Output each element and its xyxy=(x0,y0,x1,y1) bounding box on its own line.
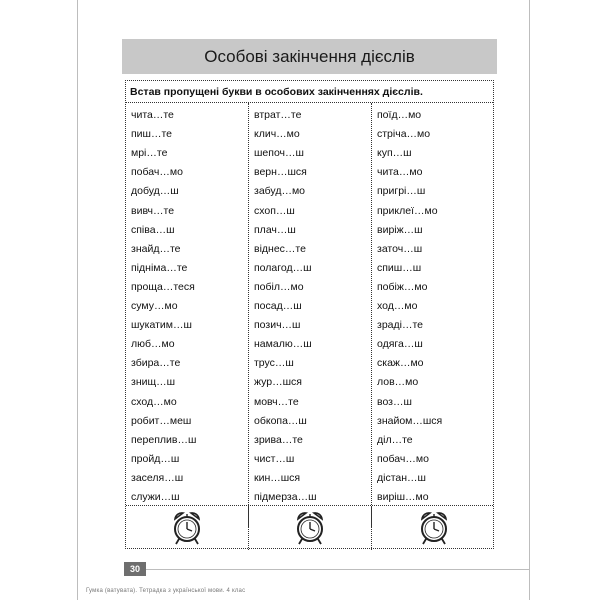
word-item: знайом…шся xyxy=(377,414,443,427)
word-item: підніма…те xyxy=(131,261,188,274)
word-item: чита…мо xyxy=(377,166,423,179)
word-item: ход…мо xyxy=(377,300,418,312)
word-item: кин…шся xyxy=(254,471,301,484)
word-item: жур…шся xyxy=(254,376,302,389)
word-item: спиш…ш xyxy=(377,261,422,274)
clock-row xyxy=(126,505,493,550)
clock-cell xyxy=(249,506,372,550)
word-item: плач…ш xyxy=(254,223,296,236)
word-item: намалю…ш xyxy=(254,338,312,351)
word-item: стріча…мо xyxy=(377,128,431,141)
word-item: вивч…те xyxy=(131,204,175,217)
word-item: пиш…те xyxy=(131,128,173,141)
word-item: шукатим…ш xyxy=(131,319,192,332)
word-item: знайд…те xyxy=(131,242,181,255)
footer-divider xyxy=(146,569,530,570)
word-item: полагод…ш xyxy=(254,261,312,274)
word-item: віднес…те xyxy=(254,242,306,255)
word-item: пройд…ш xyxy=(131,452,180,465)
word-item: чист…ш xyxy=(254,452,295,465)
word-item: обкопа…ш xyxy=(254,414,307,427)
word-item: побіж…мо xyxy=(377,280,428,293)
word-item: знищ…ш xyxy=(131,376,176,389)
word-item: побіл…мо xyxy=(254,280,304,293)
word-item: побач…мо xyxy=(131,166,183,179)
word-column-3 xyxy=(372,103,495,527)
page-number: 30 xyxy=(124,562,146,576)
word-item: добуд…ш xyxy=(131,185,179,198)
word-item: заточ…ш xyxy=(377,242,423,255)
word-item: заселя…ш xyxy=(131,471,184,484)
word-item: лов…мо xyxy=(377,376,419,389)
word-item: забуд…мо xyxy=(254,185,306,198)
word-item: позич…ш xyxy=(254,319,301,332)
word-item: пригрі…ш xyxy=(377,185,426,198)
word-item: шепоч…ш xyxy=(254,147,304,160)
instruction-text: Встав пропущені букви в особових закінченнях дієслів. xyxy=(126,81,493,103)
worksheet-table xyxy=(125,80,494,549)
word-item: робит…меш xyxy=(131,414,192,427)
word-item: поїд…мо xyxy=(377,109,422,121)
word-item: побач…мо xyxy=(377,452,429,465)
word-item: одяга…ш xyxy=(377,338,423,351)
word-item: люб…мо xyxy=(131,338,175,351)
word-item: схоп…ш xyxy=(254,204,295,217)
word-item: приклеї…мо xyxy=(377,204,438,217)
word-item: втрат…те xyxy=(254,109,302,121)
footer-text: Гумка (ватувата). Тетрадка з української мови. 4 клас xyxy=(86,588,246,594)
alarm-clock-icon xyxy=(417,509,451,547)
clock-cell xyxy=(126,506,249,550)
word-item: проща…теся xyxy=(131,280,195,293)
word-item: воз…ш xyxy=(377,395,412,408)
word-item: збира…те xyxy=(131,357,181,370)
word-item: зраді…те xyxy=(377,319,423,332)
word-item: суму…мо xyxy=(131,300,178,312)
word-item: чита…те xyxy=(131,109,174,121)
word-item: скаж…мо xyxy=(377,357,424,370)
word-item: діл…те xyxy=(377,433,413,446)
alarm-clock-icon xyxy=(170,509,204,547)
word-item: підмерза…ш xyxy=(254,491,317,503)
word-item: переплив…ш xyxy=(131,433,197,446)
word-item: виріж…ш xyxy=(377,223,423,236)
word-item: дістан…ш xyxy=(377,471,426,484)
word-item: посад…ш xyxy=(254,300,302,312)
word-column-1 xyxy=(126,103,249,527)
word-item: сход…мо xyxy=(131,395,177,408)
word-item: клич…мо xyxy=(254,128,300,141)
word-item: виріш…мо xyxy=(377,491,429,503)
page-title: Особові закінчення дієслів xyxy=(122,39,497,74)
clock-cell xyxy=(372,506,495,550)
word-item: служи…ш xyxy=(131,491,180,503)
alarm-clock-icon xyxy=(293,509,327,547)
word-item: зрива…те xyxy=(254,433,303,446)
word-item: співа…ш xyxy=(131,223,175,236)
word-item: мрі…те xyxy=(131,147,168,160)
word-item: куп…ш xyxy=(377,147,412,160)
word-item: трус…ш xyxy=(254,357,294,370)
word-item: мовч…те xyxy=(254,395,299,408)
word-column-2 xyxy=(249,103,372,527)
word-item: верн…шся xyxy=(254,166,307,179)
